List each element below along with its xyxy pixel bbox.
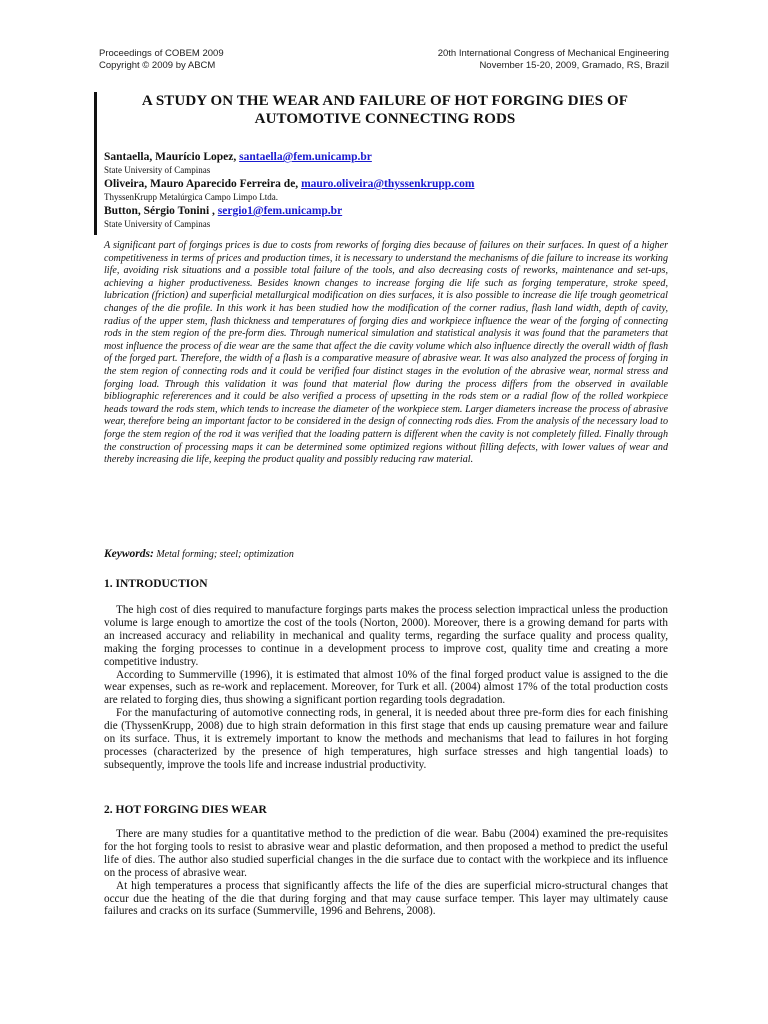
- section-1-paragraph-3: For the manufacturing of automotive connecting rods, in general, it is needed about three pre-form dies for each finishing die (ThyssenKrupp, 2008) due to high strain deformation in this first stage that ends up causing premature wear and failure on its surface. Thus, it is extremely important to know the methods and mechanisms that lead to failures in hot forging processes (characterized by the presence of high temperatures, high surface stresses and high tangential loads) to subsequently, improve the tools life and increase industrial productivity.: [104, 707, 668, 771]
- section-2-heading: 2. HOT FORGING DIES WEAR: [104, 804, 267, 816]
- copyright-line: Copyright © 2009 by ABCM: [99, 60, 216, 71]
- section-2-paragraph-2: At high temperatures a process that significantly affects the life of the dies are superficial micro-structural changes that occur due the heating of the die that during forging and that may cause surface temper. This layer may ultimately cause failures and cracks on its surface (Summerville, 1996 and Behrens, 2008).: [104, 879, 668, 918]
- author-1-name: Santaella, Maurício Lopez,: [104, 151, 240, 163]
- author-1-affiliation: State University of Campinas: [104, 165, 211, 175]
- title-margin-rule: [94, 92, 97, 235]
- proceedings-line: Proceedings of COBEM 2009: [99, 48, 224, 59]
- section-1-paragraph-1: The high cost of dies required to manufacture forgings parts makes the process selection impractical unless the production volume is large enough to amortize the cost of the tools (Norton, 2000). Moreover, there is a growing demand for parts with an increased accuracy and reliability in mechanical and quality terms, regarding the surface quality and process quality, making the forging processes to continue in a development process to improve cost, quality time and creating a more competitive industry.: [104, 604, 668, 668]
- keywords-label: Keywords:: [104, 548, 154, 560]
- section-1-body: [104, 604, 668, 772]
- running-header-right: [438, 48, 669, 72]
- title-line-2: AUTOMOTIVE CONNECTING RODS: [254, 111, 516, 127]
- keywords-text: Metal forming; steel; optimization: [153, 549, 294, 560]
- date-location-line: November 15-20, 2009, Gramado, RS, Brazil: [479, 60, 669, 71]
- author-2: [104, 177, 664, 191]
- congress-line: 20th International Congress of Mechanical Engineering: [437, 48, 669, 59]
- abstract: A significant part of forgings prices is due to costs from reworks of forging dies because of failures on their surfaces. In quest of a higher competitiveness in terms of prices and production times, it is necessary to understand the mechanisms of die failure to increase its working life, avoiding risk situations and a possible total failure of the tools, and also decreasing costs of reworks, maintenance and set-ups, achieving a higher productiveness. Besides known changes to increase forging die life such as forging temperature, stroke speed, lubrication (friction) and superficial metallurgical modification on dies surfaces, it is also possible to increase die life trough geometrical changes of the die profile. In this work it has been studied how the modification of the corner radius, flash land width, depth of cavity, radius of the upper stem, flash thickness and temperatures of forging dies and workpiece influence the wear of the forging of connecting rods in the stem region of the pre-form dies. Through numerical simulation and statistical analysis it was found that the parameters that most influence the process of die wear are the same that affect the die cavity volume which also influence directly the overall width of flash of the forged part. Therefore, the width of a flash is a comparative measure of abrasive wear. It was also analyzed the process of forging in the stem region of connecting rods and it could be verified four distinct stages in the evolution of the abrasive wear, normal stress and forging load. Through this validation it was found that material flow during the process differs from the observed in available bibliographic refererences and it could be also verified a process of upsetting in the rods stem or a radial flow of the rolled workpiece heads toward the rods stem, which tends to increase the diameter of the workpiece stem. Larger diameters increase the process of abrasive wear, therefore being an important factor to be considered in the design of connecting rods dies. From the analysis of the necessary load to forge the stem region of the rod it was verified that the loading pattern is different when the cavity is not completely filled. Finally through the construction of processing maps it can be determined some optimized regions without filling defects, with lower values of wear and thereby increasing die life, keeping the product quality and possibly reducing raw material.: [104, 240, 668, 466]
- author-2-affiliation: ThyssenKrupp Metalúrgica Campo Limpo Ltda.: [104, 192, 279, 202]
- author-3: [104, 204, 664, 218]
- author-1-email-link[interactable]: santaella@fem.unicamp.br: [239, 151, 372, 163]
- author-2-email-link[interactable]: mauro.oliveira@thyssenkrupp.com: [301, 178, 475, 190]
- section-2-body: [104, 828, 668, 918]
- keywords-line: [104, 548, 294, 560]
- section-1-heading: 1. INTRODUCTION: [104, 578, 208, 590]
- title-line-1: A STUDY ON THE WEAR AND FAILURE OF HOT FORGING DIES OF: [141, 93, 629, 109]
- running-header-left: [99, 48, 224, 72]
- section-2-paragraph-1: There are many studies for a quantitative method to the prediction of die wear. Babu (2004) examined the pre-requisites for the hot forging tools to resist to abrasive wear and plastic deformation, and then proposed a method to predict the useful life of dies. The author also studied superficial changes in the die surface due to contact with the workpiece and its influence on the process of abrasive wear.: [104, 828, 668, 879]
- author-3-name: Button, Sérgio Tonini ,: [104, 205, 218, 217]
- paper-title: [100, 92, 670, 128]
- section-1-paragraph-2: According to Summerville (1996), it is estimated that almost 10% of the final forged product value is assigned to the die wear expenses, such as re-work and replacement. Moreover, for Turk et all. (2004) almost 17% of the total production costs are related to forging dies, thus showing a significant portion regarding tools degradation.: [104, 668, 668, 707]
- author-3-email-link[interactable]: sergio1@fem.unicamp.br: [217, 205, 343, 217]
- author-block: [104, 150, 664, 231]
- author-1: [104, 150, 664, 164]
- author-3-affiliation: State University of Campinas: [104, 219, 211, 229]
- author-2-name: Oliveira, Mauro Aparecido Ferreira de,: [104, 178, 302, 190]
